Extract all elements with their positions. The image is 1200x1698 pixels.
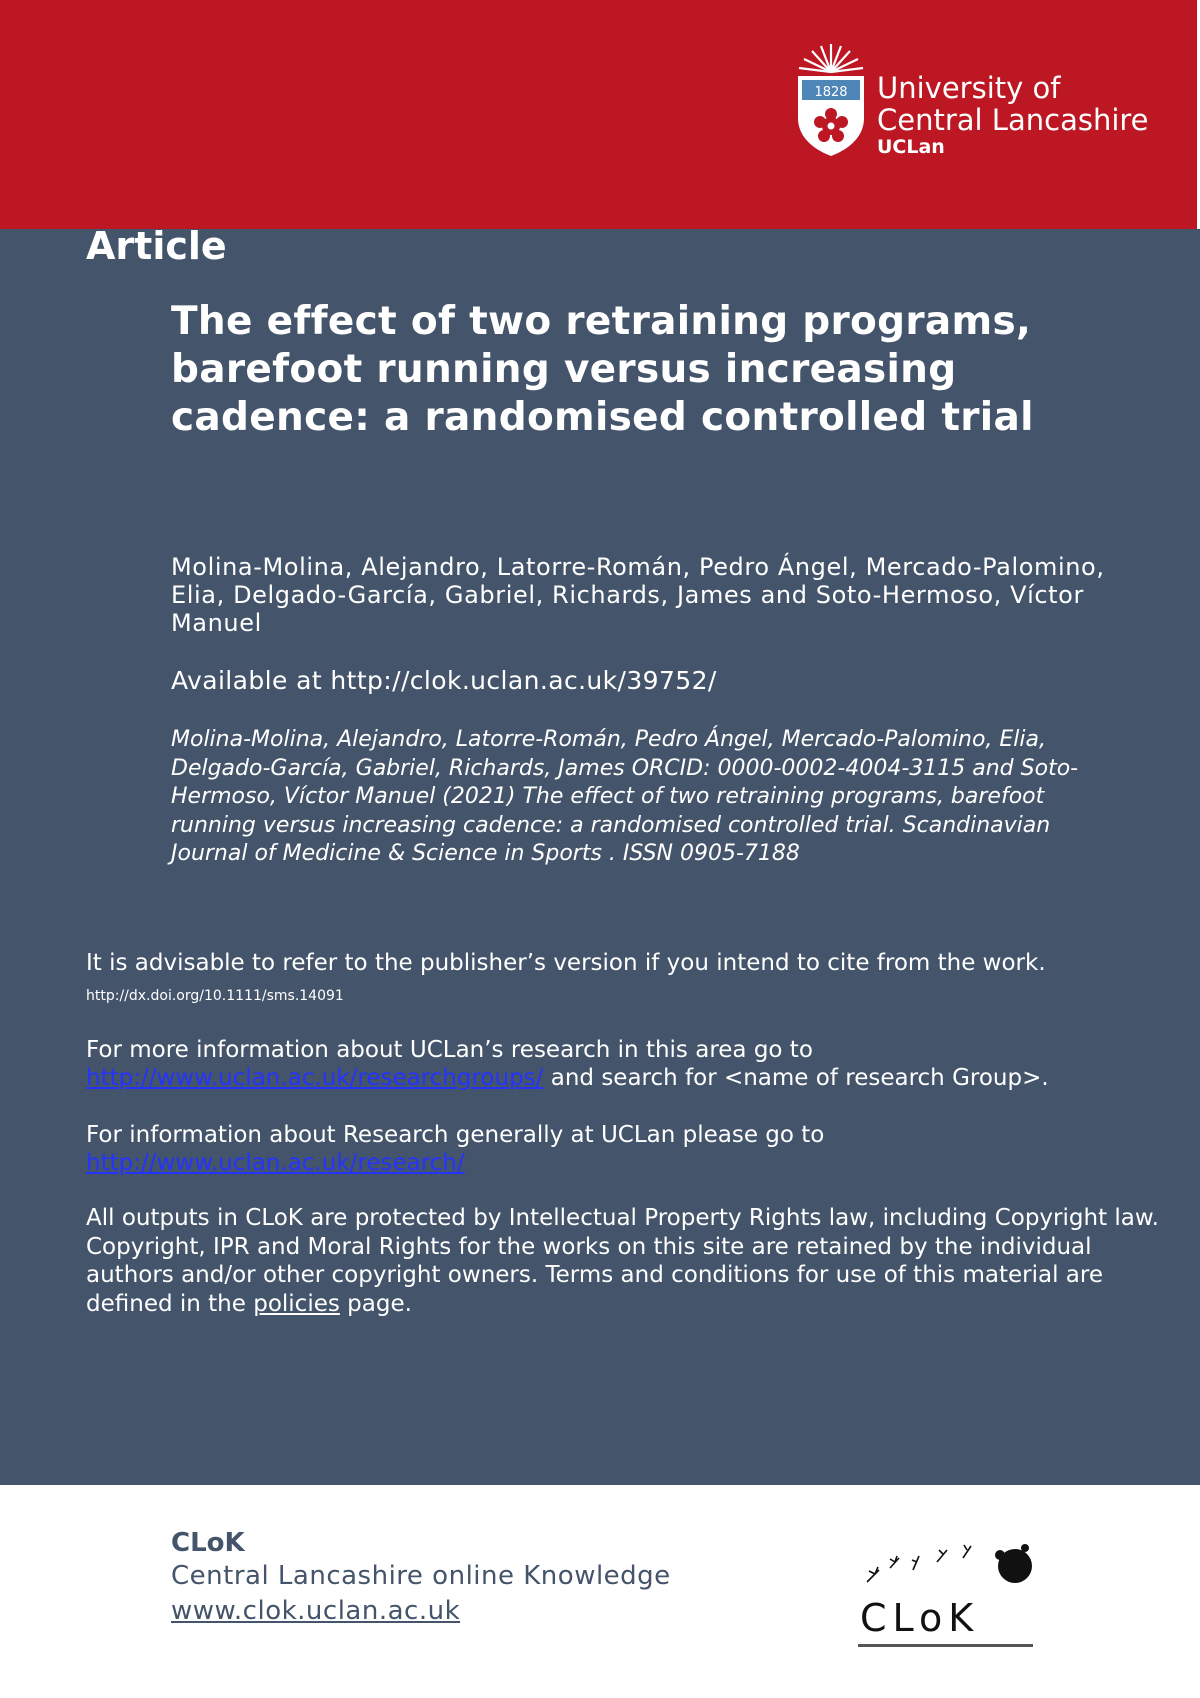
doi-link[interactable]: http://dx.doi.org/10.1111/sms.14091 (86, 988, 344, 1004)
logo-wordmark (877, 72, 1149, 158)
clok-logo (855, 1540, 1035, 1652)
rights-after: page. (339, 1290, 412, 1317)
available-at[interactable]: Available at http://clok.uclan.ac.uk/39752/ (171, 666, 717, 695)
logo-line-3: UCLan (877, 136, 945, 158)
citation: Molina-Molina, Alejandro, Latorre-Román, Pedro Ángel, Mercado-Palomino, Elia, Delgado-García, Gabriel, Richards, James ORCID: 0000-0002-4004-3115 and Soto-Hermoso, Víctor Manuel (2021) The effect of two retraining programs, barefoot running versus increasing cadence: a randomised controlled trial. Scandinavian Journal of Medicine & Science in Sports . ISSN 0905-7188 (171, 727, 1079, 866)
research-link[interactable]: http://www.uclan.ac.uk/research/ (86, 1150, 465, 1176)
article-authors: Molina-Molina, Alejandro, Latorre-Román, Pedro Ángel, Mercado-Palomino, Elia, Delgado-García, Gabriel, Richards, James and Soto-Hermoso, Víctor Manuel (171, 553, 1105, 637)
uclan-shield-icon (795, 42, 867, 160)
policies-link[interactable]: policies (253, 1290, 340, 1317)
clok-logo-tagline-bar (858, 1644, 1033, 1647)
advisory-note: It is advisable to refer to the publisher’s version if you intend to cite from the work. (86, 950, 1046, 976)
general-info-paragraph (86, 1121, 1146, 1177)
clok-logo-text: CLoK (860, 1596, 980, 1640)
research-groups-link[interactable]: http://www.uclan.ac.uk/researchgroups/ (86, 1065, 544, 1091)
header-banner (0, 0, 1200, 229)
footer-title: CLoK (171, 1528, 245, 1558)
more-info-paragraph (86, 1036, 1146, 1092)
article-label: Article (86, 224, 227, 268)
logo-year: 1828 (814, 85, 848, 100)
more-info-text: For more information about UCLan’s research in this area go to (86, 1037, 813, 1063)
uclan-logo (795, 42, 1175, 167)
more-info-after: and search for <name of research Group>. (543, 1065, 1049, 1091)
rights-text: All outputs in CLoK are protected by Intellectual Property Rights law, including Copyright law. Copyright, IPR and Moral Rights for the works on this site are retained by the individual authors and/or other copyright owners. Terms and conditions for use of this material are defined in the (86, 1205, 1159, 1317)
footer-subtitle: Central Lancashire online Knowledge (171, 1561, 671, 1591)
dandelion-icon (855, 1540, 1035, 1600)
rights-paragraph (86, 1204, 1166, 1318)
footer-url-link[interactable]: www.clok.uclan.ac.uk (171, 1596, 461, 1626)
logo-line-1: University of (877, 71, 1061, 105)
general-info-text: For information about Research generally at UCLan please go to (86, 1122, 825, 1148)
article-title: The effect of two retraining programs, barefoot running versus increasing cadence: a randomised controlled trial (171, 299, 1034, 440)
logo-line-2: Central Lancashire (877, 103, 1149, 137)
